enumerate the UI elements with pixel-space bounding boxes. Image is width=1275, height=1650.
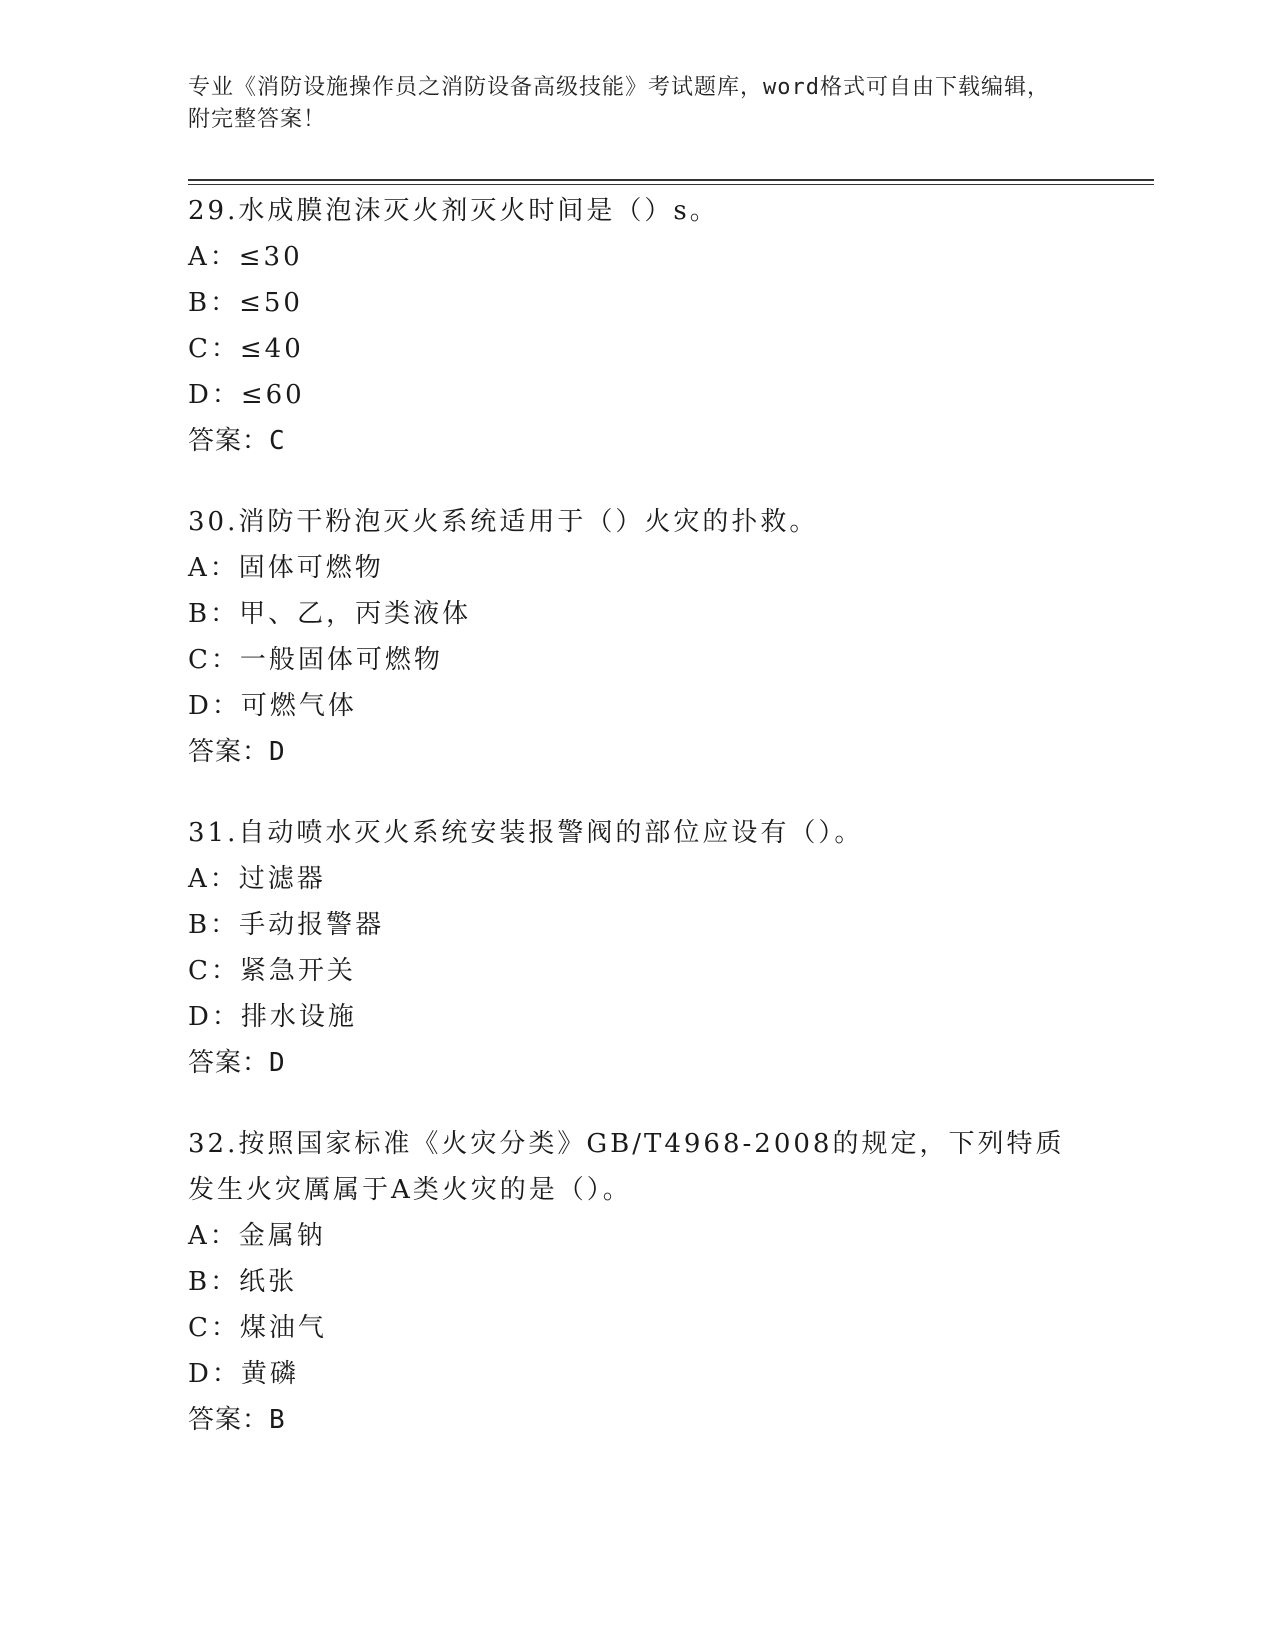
answer: 答案：D: [188, 1048, 286, 1078]
answer: 答案：D: [188, 737, 286, 767]
option-a: A：≤30: [188, 242, 303, 272]
answer: 答案：C: [188, 426, 286, 456]
option-d: D：黄磷: [188, 1359, 299, 1389]
question-29: [188, 188, 1088, 464]
option-b: B：≤50: [188, 288, 303, 318]
question-stem: 32.按照国家标准《火灾分类》GB/T4968-2008的规定，下列特质发生火灾厲属于A类火灾的是（）。: [188, 1129, 1065, 1205]
option-b: B：甲、乙，丙类液体: [188, 599, 472, 629]
question-stem: 31.自动喷水灭火系统安装报警阀的部位应设有（）。: [188, 818, 864, 848]
question-31: [188, 810, 1088, 1086]
header-divider: [188, 179, 1154, 185]
option-c: C：一般固体可燃物: [188, 645, 443, 675]
option-c: C：煤油气: [188, 1313, 327, 1343]
option-b: B：纸张: [188, 1267, 298, 1297]
header-note: 专业《消防设施操作员之消防设备高级技能》考试题库，word格式可自由下载编辑，附完整答案！: [188, 75, 1050, 132]
option-b: B：手动报警器: [188, 910, 385, 940]
option-d: D：可燃气体: [188, 691, 357, 721]
question-stem: 29.水成膜泡沫灭火剂灭火时间是（）s。: [188, 196, 719, 226]
answer: 答案：B: [188, 1405, 286, 1435]
option-c: C：≤40: [188, 334, 304, 364]
option-c: C：紧急开关: [188, 956, 356, 986]
option-d: D：排水设施: [188, 1002, 357, 1032]
option-a: A：金属钠: [188, 1221, 326, 1251]
question-32: [188, 1121, 1088, 1443]
option-a: A：固体可燃物: [188, 553, 384, 583]
question-30: [188, 499, 1088, 775]
option-a: A：过滤器: [188, 864, 326, 894]
question-stem: 30.消防干粉泡灭火系统适用于（）火灾的扑救。: [188, 507, 819, 537]
question-list: [188, 188, 1088, 1478]
option-d: D：≤60: [188, 380, 305, 410]
